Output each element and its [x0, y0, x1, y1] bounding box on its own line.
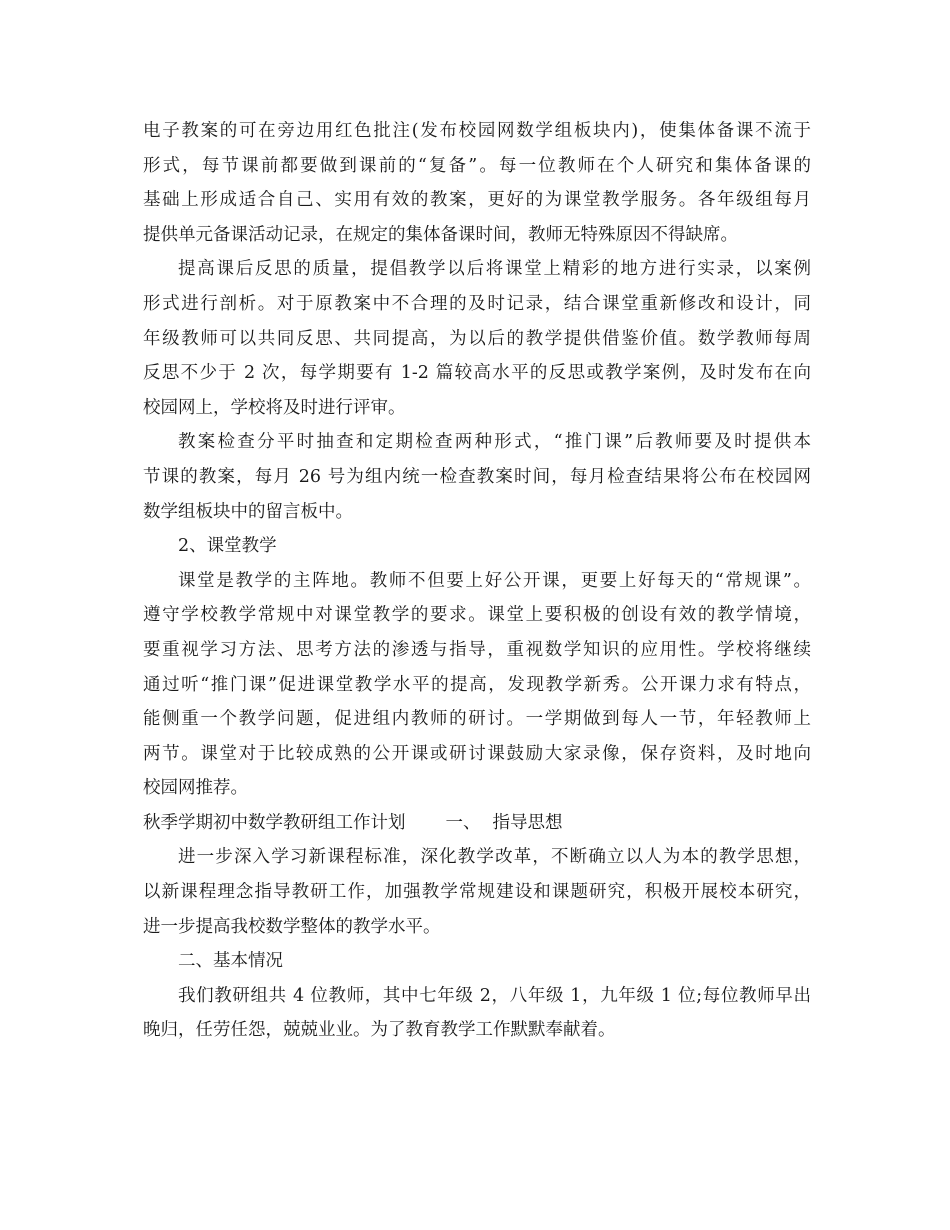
paragraph	[143, 979, 811, 1048]
text-line: 基础上形成适合自己、实用有效的教案，更好的为课堂教学服务。各年级组每月	[143, 190, 811, 211]
text-line: 课堂是教学的主阵地。教师不但要上好公开课，更要上好每天的“常规课”。	[178, 570, 811, 591]
text-line: 数学组板块中的留言板中。	[143, 501, 353, 522]
section-title: 指导思想	[492, 812, 563, 833]
text-line: 进一步深入学习新课程标准，深化教学改革，不断确立以人为本的教学思想，	[178, 847, 811, 868]
text-line: 形式，每节课前都要做到课前的“复备”。每一位教师在个人研究和集体备课的	[143, 155, 811, 176]
text-line: 反思不少于 2 次，每学期要有 1-2 篇较高水平的反思或教学案例，及时发布在向	[143, 363, 811, 384]
paragraph	[143, 840, 811, 944]
document-body	[143, 114, 811, 1048]
paragraph	[143, 114, 811, 252]
text-line: 2、课堂教学	[178, 536, 277, 557]
text-line: 通过听“推门课”促进课堂教学水平的提高，发现教学新秀。公开课力求有特点，	[143, 674, 811, 695]
text-line: 遵守学校教学常规中对课堂教学的要求。课堂上要积极的创设有效的教学情境，	[143, 605, 811, 626]
text-line: 进一步提高我校数学整体的教学水平。	[143, 916, 441, 937]
text-line: 提供单元备课活动记录，在规定的集体备课时间，教师无特殊原因不得缺席。	[143, 224, 738, 245]
text-line: 我们教研组共 4 位教师，其中七年级 2，八年级 1，九年级 1 位;每位教师早出	[178, 985, 811, 1006]
text-line: 两节。课堂对于比较成熟的公开课或研讨课鼓励大家录像，保存资料，及时地向	[143, 743, 811, 764]
text-line: 二、基本情况	[178, 951, 283, 972]
text-line: 节课的教案，每月 26 号为组内统一检查教案时间，每月检查结果将公布在校园网	[143, 466, 811, 487]
text-line: 年级教师可以共同反思、共同提高，为以后的教学提供借鉴价值。数学教师每周	[143, 328, 811, 349]
text-line: 电子教案的可在旁边用红色批注(发布校园网数学组板块内)，使集体备课不流于	[143, 121, 811, 141]
section-number: 一、	[445, 812, 481, 833]
section-heading	[143, 944, 811, 979]
text-line: 能侧重一个教学问题，促进组内教师的研讨。一学期做到每人一节，年轻教师上	[143, 709, 811, 730]
text-line: 校园网上，学校将及时进行评审。	[143, 397, 406, 418]
paragraph	[143, 252, 811, 425]
paragraph	[143, 564, 811, 806]
text-line: 教案检查分平时抽查和定期检查两种形式，“推门课”后教师要及时提供本	[178, 432, 811, 453]
text-line: 要重视学习方法、思考方法的渗透与指导，重视数学知识的应用性。学校将继续	[143, 639, 811, 660]
paragraph	[143, 425, 811, 529]
document-title: 秋季学期初中数学教研组工作计划	[143, 812, 406, 833]
text-line: 提高课后反思的质量，提倡教学以后将课堂上精彩的地方进行实录，以案例	[178, 259, 811, 280]
text-line: 形式进行剖析。对于原教案中不合理的及时记录，结合课堂重新修改和设计，同	[143, 293, 811, 314]
text-line: 校园网推荐。	[143, 778, 248, 799]
text-line: 以新课程理念指导教研工作，加强教学常规建设和课题研究，积极开展校本研究，	[143, 882, 811, 903]
section-heading	[143, 529, 811, 564]
document-title-line	[143, 806, 811, 841]
text-line: 晚归，任劳任怨，兢兢业业。为了教育教学工作默默奉献着。	[143, 1020, 616, 1041]
